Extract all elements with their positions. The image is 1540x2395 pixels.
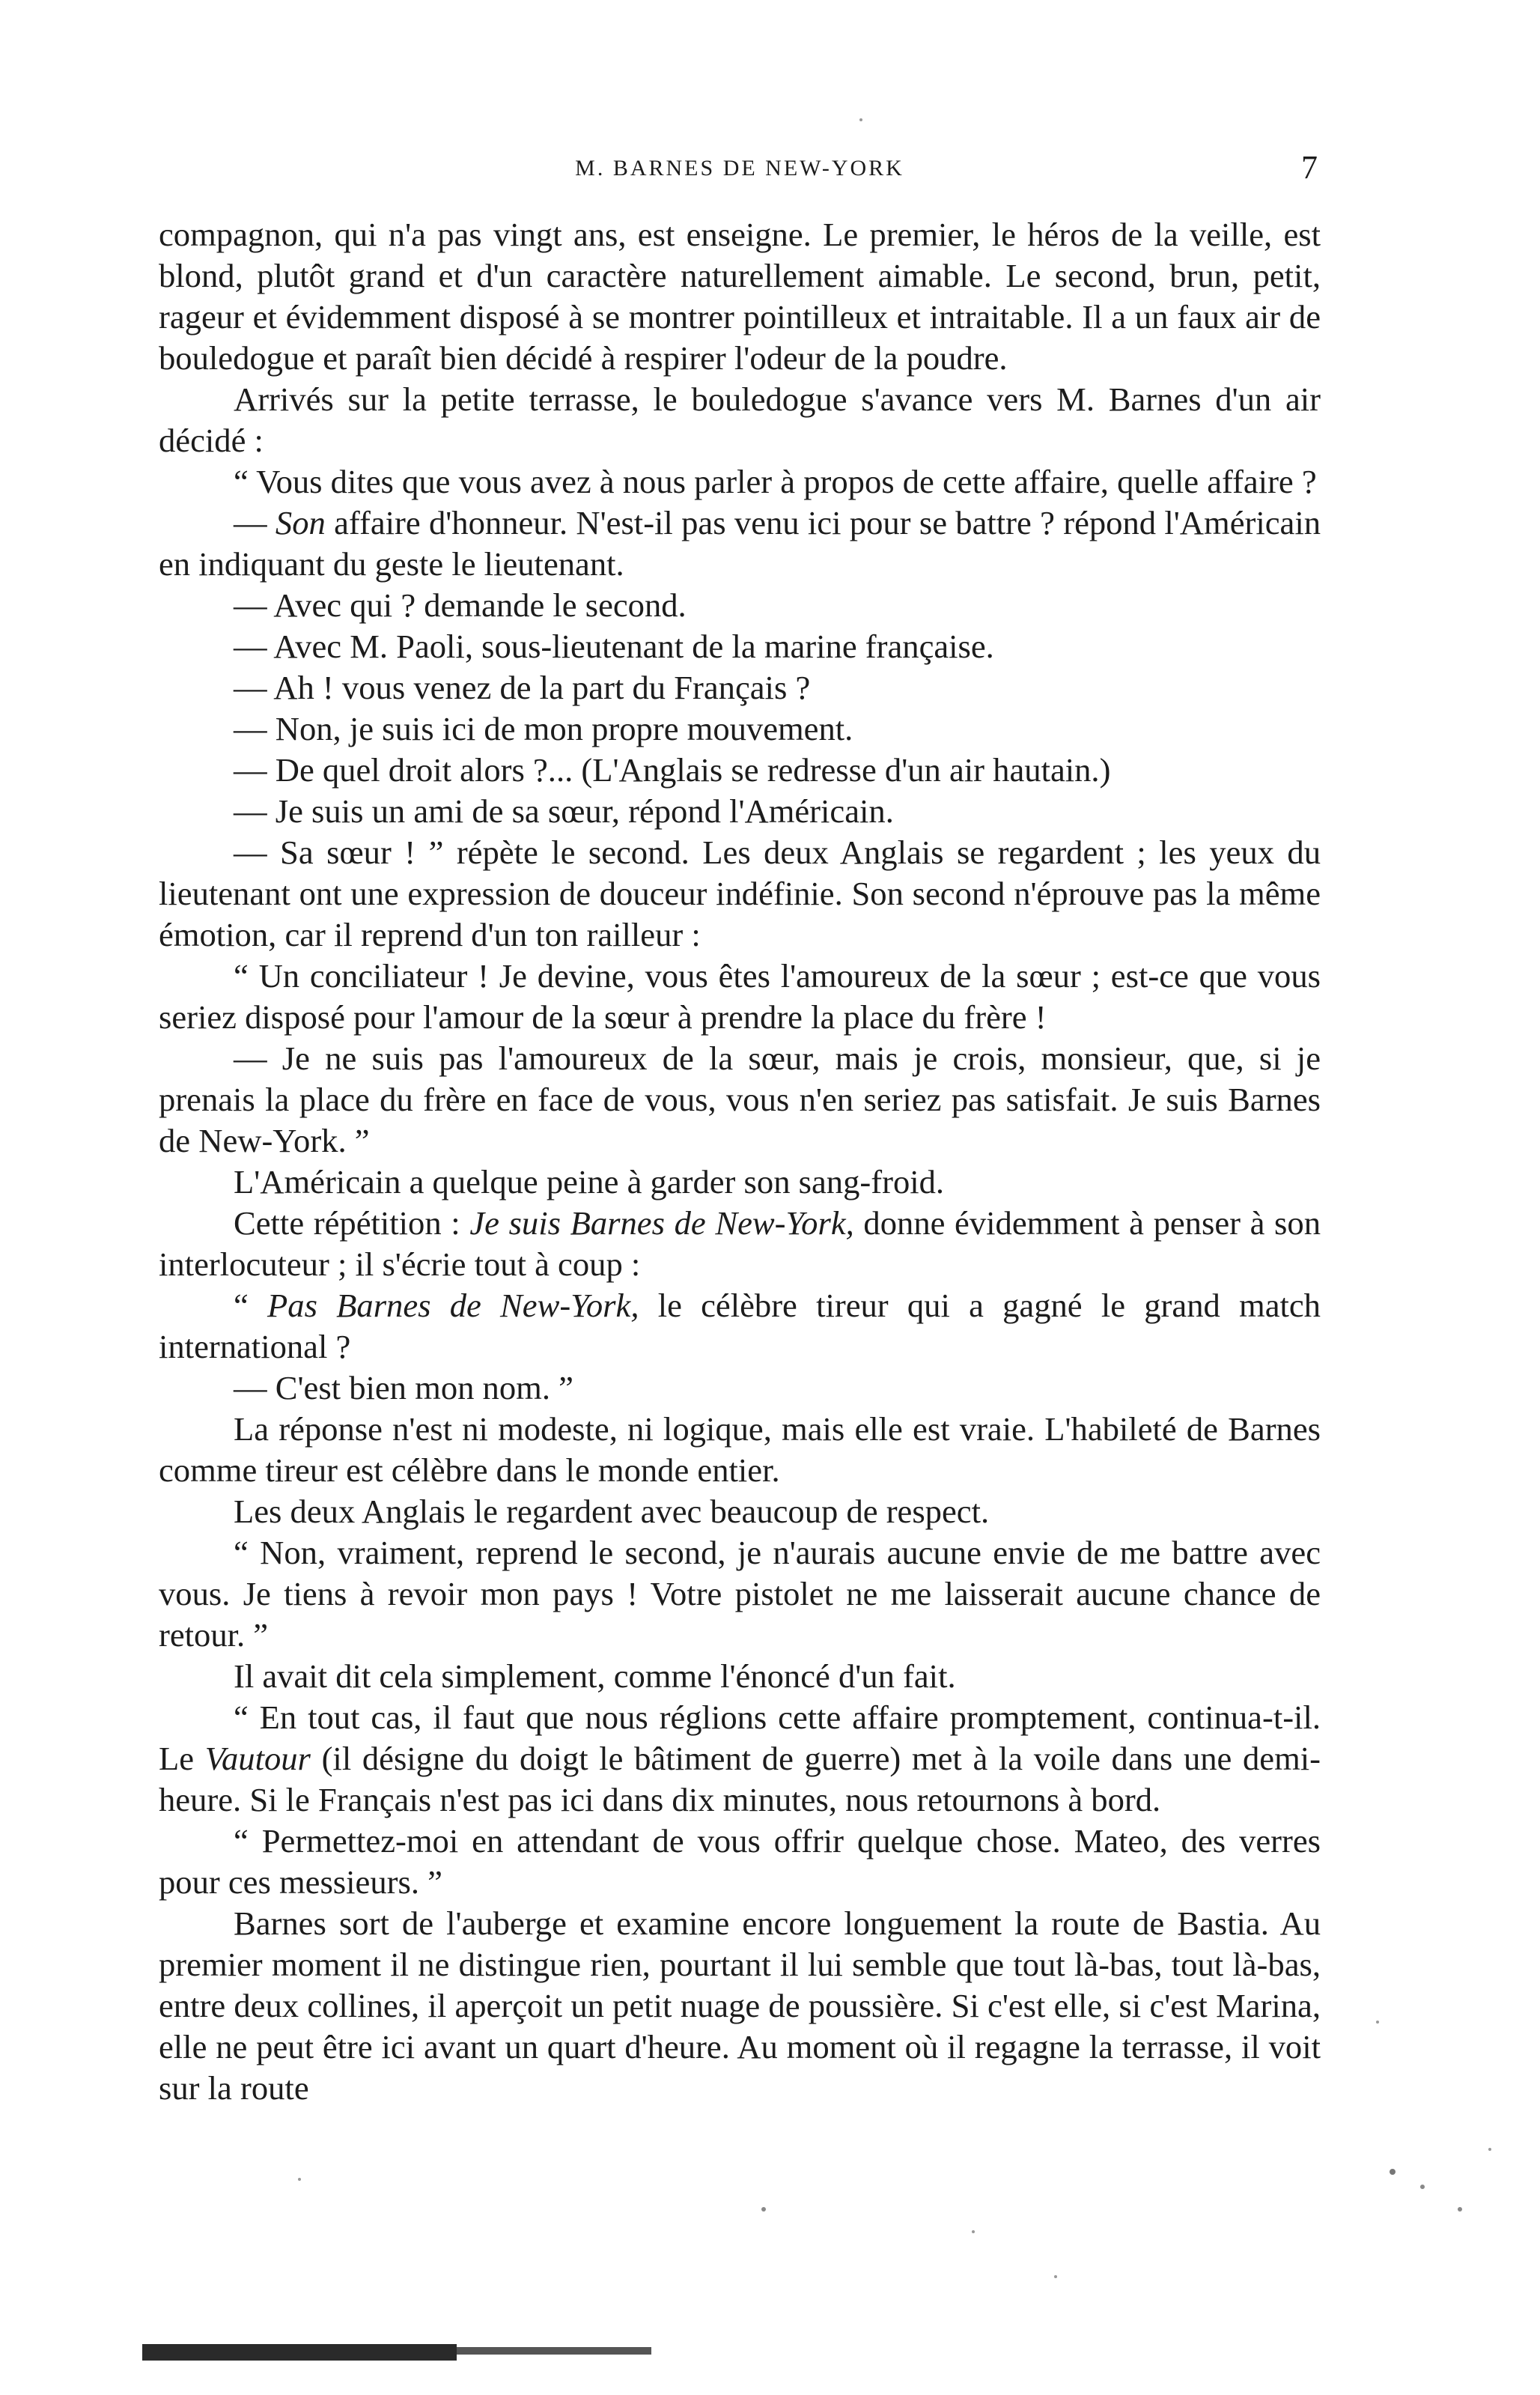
speck — [1488, 2148, 1491, 2151]
paragraph: Les deux Anglais le regardent avec beaucoup de respect. — [234, 1493, 990, 1530]
speck — [859, 118, 862, 121]
paragraph: Il avait dit cela simplement, comme l'énoncé d'un fait. — [234, 1657, 956, 1695]
paragraph: Arrivés sur la petite terrasse, le bouledogue s'avance vers M. Barnes d'un air décidé : — [159, 380, 1321, 459]
speck — [761, 2207, 766, 2212]
scan-smudge — [142, 2344, 457, 2361]
paragraph: compagnon, qui n'a pas vingt ans, est enseigne. Le premier, le héros de la veille, est blond, plutôt grand et d'un caractère naturellement aimable. Le second, brun, petit, rageur et évidemment disposé à se montrer pointilleux et intraitable. Il a un faux air de bouledogue et paraît bien décidé à respirer l'odeur de la poudre. — [159, 216, 1321, 377]
speck — [298, 2178, 301, 2181]
paragraph: — De quel droit alors ?... (L'Anglais se redresse d'un air hautain.) — [234, 751, 1111, 789]
paragraph: “ Vous dites que vous avez à nous parler à propos de cette affaire, quelle affaire ? — [234, 463, 1317, 500]
paragraph — [159, 503, 1321, 585]
paragraph: La réponse n'est ni modeste, ni logique, mais elle est vraie. L'habileté de Barnes comme tireur est célèbre dans le monde entier. — [159, 1410, 1321, 1489]
paragraph — [159, 1203, 1321, 1285]
text-run: affaire d'honneur. N'est-il pas venu ici pour se battre ? répond l'Américain en indiquant du geste le lieutenant. — [159, 504, 1321, 583]
text-run: “ — [234, 1287, 268, 1324]
italic-run: Vautour — [204, 1740, 311, 1777]
paragraph: — Avec M. Paoli, sous-lieutenant de la marine française. — [234, 628, 994, 665]
speck — [1420, 2185, 1425, 2189]
paragraph: “ Permettez-moi en attendant de vous offrir quelque chose. Mateo, des verres pour ces messieurs. ” — [159, 1822, 1321, 1901]
scan-smudge — [457, 2347, 651, 2355]
text-run: donne évidemment à penser à son interlocuteur ; il s'écrie tout à coup : — [159, 1204, 1321, 1283]
paragraph: Barnes sort de l'auberge et examine encore longuement la route de Bastia. Au premier moment il ne distingue rien, pourtant il lui semble que tout là-bas, tout là-bas, entre deux collines, il aperçoit un petit nuage de poussière. Si c'est elle, si c'est Marina, elle ne peut être ici avant un quart d'heure. Au moment où il regagne la terrasse, il voit sur la route — [159, 1904, 1321, 2107]
paragraph: — Avec qui ? demande le second. — [234, 586, 687, 624]
running-title: M. BARNES DE NEW-YORK — [575, 156, 904, 180]
paragraph: “ Non, vraiment, reprend le second, je n'aurais aucune envie de me battre avec vous. Je tiens à revoir mon pays ! Votre pistolet ne me laisserait aucune chance de retour. ” — [159, 1534, 1321, 1654]
paragraph: “ Un conciliateur ! Je devine, vous êtes l'amoureux de la sœur ; est-ce que vous seriez disposé pour l'amour de la sœur à prendre la place du frère ! — [159, 957, 1321, 1036]
text-run: “ En tout cas, il faut que nous réglions cette affaire promptement, continua-t-il. Le — [159, 1699, 1321, 1777]
text-run: (il désigne du doigt le bâtiment de guerre) met à la voile dans une demi-heure. Si le Français n'est pas ici dans dix minutes, nous retournons à bord. — [159, 1740, 1321, 1818]
italic-run: Je suis Barnes de New-York, — [469, 1204, 854, 1242]
paragraph: — Je ne suis pas l'amoureux de la sœur, mais je crois, monsieur, que, si je prenais la place du frère en face de vous, vous n'en seriez pas satisfait. Je suis Barnes de New-York. ” — [159, 1039, 1321, 1159]
paragraph: — Ah ! vous venez de la part du Français ? — [234, 669, 811, 706]
text-run: le célèbre tireur qui a gagné le grand match international ? — [159, 1287, 1321, 1365]
text-run: Cette répétition : — [234, 1204, 470, 1242]
speck — [1054, 2275, 1057, 2278]
speck — [1376, 2021, 1379, 2024]
paragraph — [159, 1285, 1321, 1368]
speck — [972, 2230, 975, 2233]
paragraph: — Sa sœur ! ” répète le second. Les deux Anglais se regardent ; les yeux du lieutenant ont une expression de douceur indéfinie. Son second n'éprouve pas la même émotion, car il reprend d'un ton railleur : — [159, 834, 1321, 953]
body-text — [159, 214, 1321, 2109]
paragraph — [159, 1697, 1321, 1821]
paragraph: — C'est bien mon nom. ” — [234, 1369, 573, 1406]
speck — [1458, 2207, 1462, 2212]
paragraph: — Non, je suis ici de mon propre mouvement. — [234, 710, 853, 747]
paragraph: L'Américain a quelque peine à garder son sang-froid. — [234, 1163, 945, 1200]
running-head — [159, 150, 1321, 195]
text-run: — — [234, 504, 276, 541]
speck — [1390, 2169, 1396, 2175]
italic-run: Pas Barnes de New-York, — [267, 1287, 639, 1324]
italic-run: Son — [275, 504, 326, 541]
paragraph: — Je suis un ami de sa sœur, répond l'Américain. — [234, 792, 894, 830]
page-number: 7 — [1301, 149, 1318, 186]
